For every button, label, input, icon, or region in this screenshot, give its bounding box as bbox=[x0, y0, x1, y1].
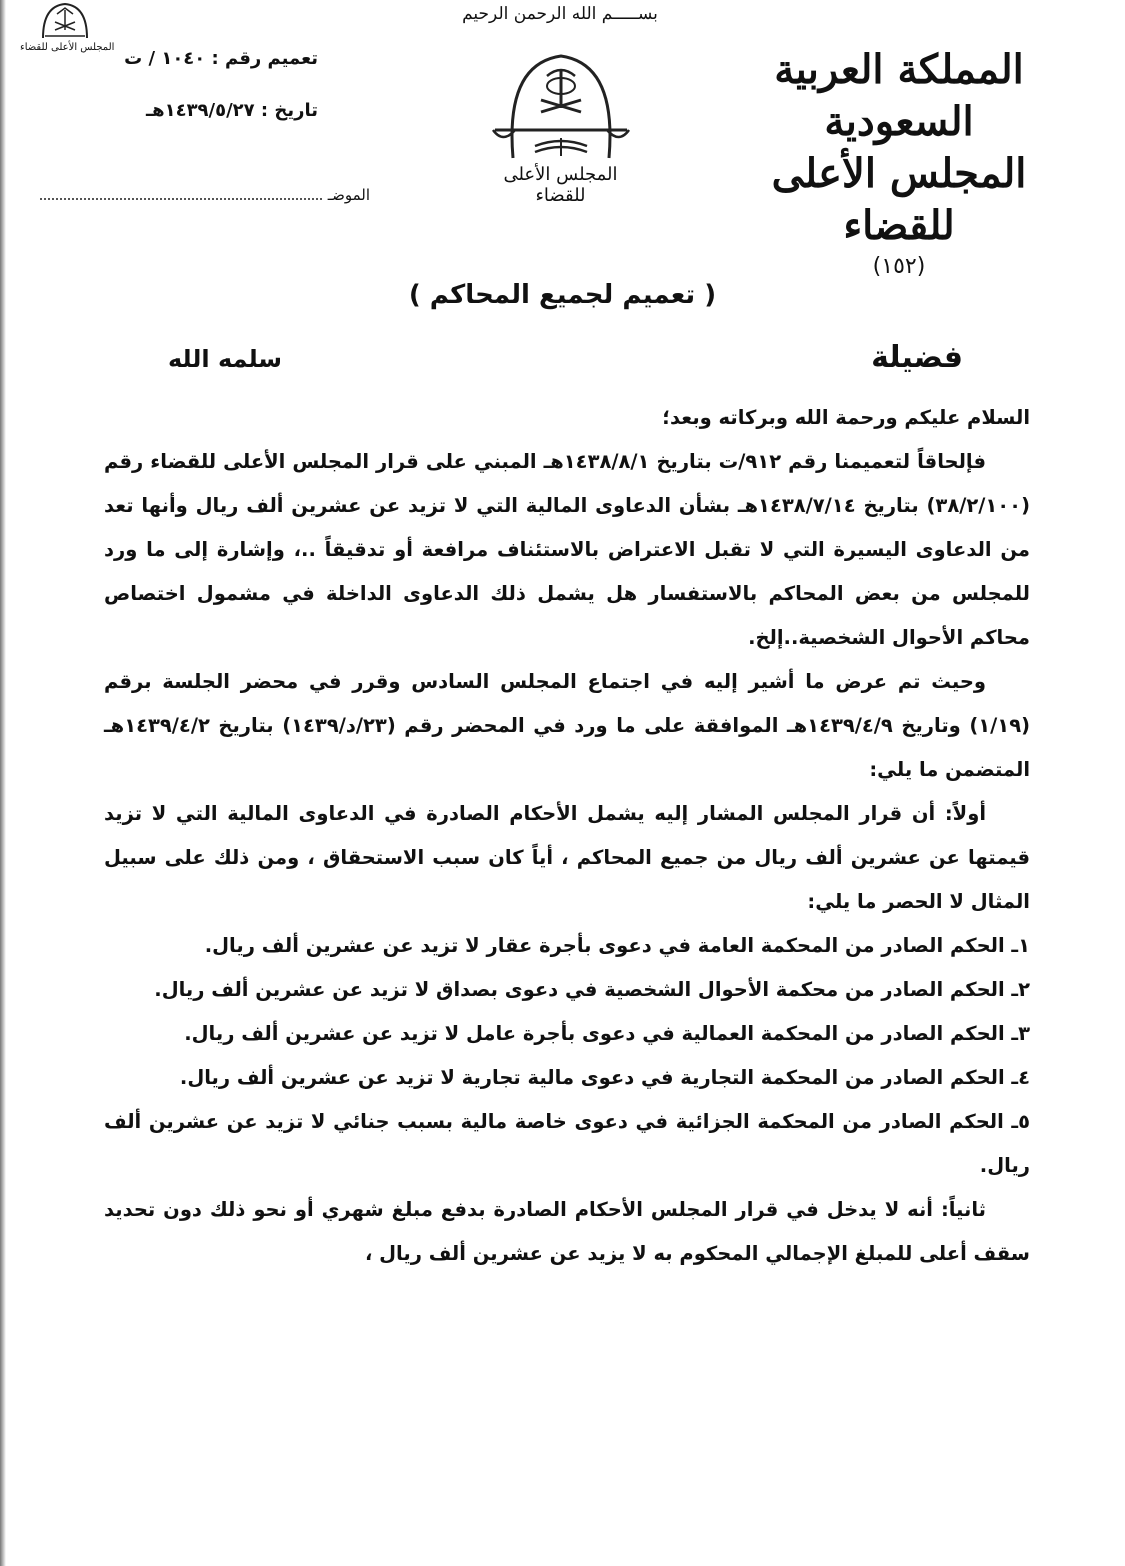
basmala: بســـــم الله الرحمن الرحيم bbox=[462, 4, 658, 24]
document-title: ( تعميم لجميع المحاكم ) bbox=[408, 280, 717, 310]
council-emblem bbox=[488, 46, 633, 206]
subject-line bbox=[40, 186, 370, 204]
emblem-caption: المجلس الأعلى للقضاء bbox=[503, 164, 618, 206]
subject-dotted-line bbox=[40, 188, 322, 200]
list-item: ٣ـ الحكم الصادر من المحكمة العمالية في دعوى بأجرة عامل لا تزيد عن عشرين ألف ريال. bbox=[184, 1022, 1030, 1045]
circular-reference: تعميم رقم : ١٠٤٠ / ت bbox=[124, 48, 318, 69]
letterhead-number: (١٥٢) bbox=[872, 254, 926, 279]
paragraph-3: أولاً: أن قرار المجلس المشار إليه يشمل الأحكام الصادرة في الدعاوى المالية التي لا تزيد قيمتها عن عشرين ألف ريال من جميع المحاكم ، أياً كان سبب الاستحقاق ، ومن ذلك على سبيل المثال لا الحصر ما يلي: bbox=[104, 802, 1030, 913]
greeting: السلام عليكم ورحمة الله وبركاته وبعد؛ bbox=[662, 406, 1030, 429]
kingdom-name: المملكة العربية السعودية bbox=[774, 46, 1024, 145]
small-emblem-caption: المجلس الأعلى للقضاء bbox=[20, 42, 115, 53]
scan-edge bbox=[0, 0, 6, 1566]
paragraph-1: فإلحاقاً لتعميمنا رقم ٩١٢/ت بتاريخ ١٤٣٨/٨/١هـ المبني على قرار المجلس الأعلى للقضاء رقم (٣٨/٢/١٠٠) بتاريخ ١٤٣٨/٧/١٤هـ بشأن الدعاوى المالية التي لا تزيد عن عشرين ألف ريال وأنها تعد من الدعاوى اليسيرة التي لا تقبل الاعتراض بالاستئناف مرافعة أو تدقيقاً ..، وإشارة إلى ما ورد للمجلس من بعض المحاكم بالاستفسار هل يشمل ذلك الدعاوى الداخلة في مشمول اختصاص محاكم الأحوال الشخصية..إلخ. bbox=[104, 450, 1030, 649]
circular-date: تاريخ : ١٤٣٩/٥/٢٧هـ bbox=[145, 100, 318, 121]
paragraph-4: ثانياً: أنه لا يدخل في قرار المجلس الأحكام الصادرة بدفع مبلغ شهري أو نحو ذلك دون تحديد سقف أعلى للمبلغ الإجمالي المحكوم به لا يزيد عن عشرين ألف ريال ، bbox=[104, 1198, 1030, 1265]
scales-emblem-icon bbox=[491, 46, 631, 166]
council-name: المجلس الأعلى للقضاء bbox=[771, 150, 1027, 249]
list-item: ٢ـ الحكم الصادر من محكمة الأحوال الشخصية في دعوى بصداق لا تزيد عن عشرين ألف ريال. bbox=[154, 978, 1030, 1001]
list-item: ٤ـ الحكم الصادر من المحكمة التجارية في دعوى مالية تجارية لا تزيد عن عشرين ألف ريال. bbox=[179, 1066, 1030, 1089]
subject-label: الموضـ bbox=[327, 186, 370, 204]
salutation-honorific: فضيلة bbox=[871, 340, 963, 375]
list-item: ١ـ الحكم الصادر من المحكمة العامة في دعوى بأجرة عقار لا تزيد عن عشرين ألف ريال. bbox=[204, 934, 1030, 957]
list-item: ٥ـ الحكم الصادر من المحكمة الجزائية في دعوى خاصة مالية بسبب جنائي لا تزيد عن عشرين ألف ريال. bbox=[104, 1110, 1030, 1177]
letterhead-title bbox=[719, 44, 1079, 279]
letter-body bbox=[104, 396, 1030, 1276]
paragraph-2: وحيث تم عرض ما أشير إليه في اجتماع المجلس السادس وقرر في محضر الجلسة برقم (١/١٩) وتاريخ ١٤٣٩/٤/٩هـ الموافقة على ما ورد في المحضر رقم (٢٣/د/١٤٣٩) بتاريخ ١٤٣٩/٤/٢هـ المتضمن ما يلي: bbox=[104, 670, 1031, 781]
small-emblem-icon bbox=[30, 0, 100, 46]
salutation-blessing: سلمه الله bbox=[168, 345, 282, 373]
